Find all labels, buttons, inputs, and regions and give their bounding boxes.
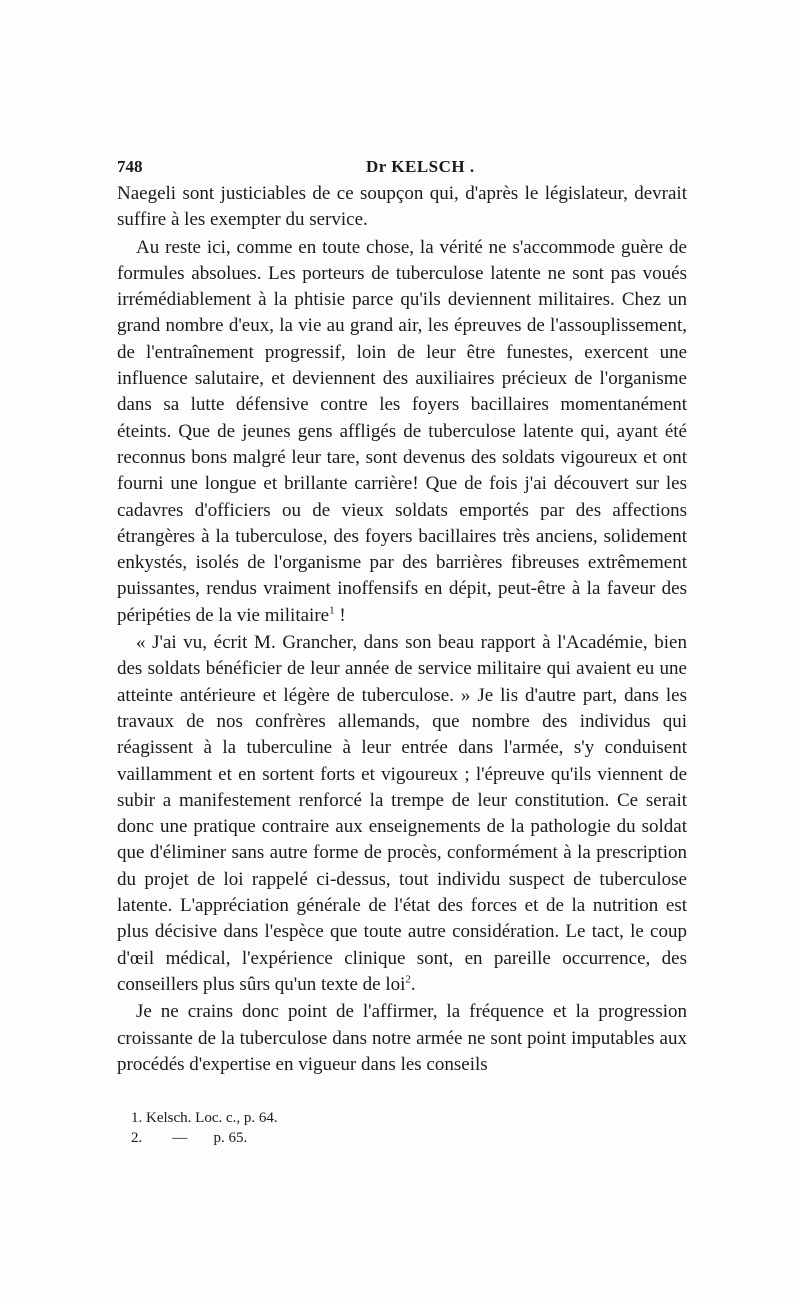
paragraph-1 (117, 181, 687, 234)
paragraph-2-end: ! (334, 604, 346, 626)
footnote-ref-2: 2 (405, 973, 411, 986)
paragraph-2-text: Au reste ici, comme en toute chose, la vérité ne s'accommode guère de formules absolues. Les porteurs de tuberculose latente ne sont pas voués irrémédiablement à la phtisie parce qu'ils deviennent militaires. Chez un grand nombre d'eux, la vie au grand air, les épreuves de l'assouplissement, de l'entraînement progressif, loin de leur être funestes, exercent une influence salutaire, et deviennent des auxiliaires précieux de l'organisme dans sa lutte défensive contre les foyers bacillaires momentanément éteints. Que de jeunes gens affligés de tuberculose latente qui, ayant été reconnus bons malgré leur tare, sont devenus des soldats vigoureux et ont fourni une longue et brillante carrière! Que de fois j'ai découvert sur les cadavres d'officiers ou de vieux soldats emportés par des affections étrangères à la tuberculose, des foyers bacillaires très anciens, solidement enkystés, isolés de l'organisme par des barrières fibreuses extrêmement puissantes, rendus vraiment inoffensifs en dépit, peut-être à la faveur des péripéties de la vie militaire (117, 236, 687, 626)
footnote-1: 1. Kelsch. Loc. c., p. 64. (131, 1110, 278, 1126)
footnote-2: 2. — p. 65. (131, 1130, 248, 1146)
running-head (117, 157, 687, 183)
paragraph-3-text: « J'ai vu, écrit M. Grancher, dans son beau rapport à l'Académie, bien des soldats bénéficier de leur année de service militaire qui avaient eu une atteinte antérieure et légère de tuberculose. » Je lis d'autre part, dans les travaux de nos confrères allemands, que nombre des individus qui réagissent à la tuberculine à leur entrée dans l'armée, s'y conduisent vaillamment et en sortent forts et vigoureux ; l'épreuve qu'ils viennent de subir a manifestement renforcé la trempe de leur constitution. Ce serait donc une pratique contraire aux enseignements de la pathologie du soldat que d'éliminer sans autre forme de procès, conformément à la prescription du projet de loi rappelé ci-dessus, tout individu suspect de tuberculose latente. L'appréciation générale de l'état des forces et de la nutrition est plus décisive dans l'espèce que toute autre considération. Le tact, le coup d'œil médical, l'expérience clinique sont, en pareille occurrence, des conseillers plus sûrs qu'un texte de loi (117, 632, 687, 995)
footnotes (131, 1108, 531, 1148)
paragraph-2 (117, 235, 687, 629)
running-title: Dr KELSCH . (366, 157, 475, 176)
paragraph-4 (117, 999, 687, 1078)
paragraph-3 (117, 630, 687, 998)
paragraph-3-end: . (410, 973, 416, 995)
footnote-ref-1: 1 (329, 604, 335, 617)
body-text (117, 181, 687, 1078)
paragraph-1-text: Naegeli sont justiciables de ce soupçon qui, d'après le législateur, devrait suffire à les exempter du service. (117, 183, 687, 231)
paragraph-4-text: Je ne crains donc point de l'affirmer, la fréquence et la progression croissante de la tuberculose dans notre armée ne sont point imputables aux procédés d'expertise en vigueur dans les conseils (117, 1001, 687, 1075)
page-number: 748 (117, 157, 143, 176)
